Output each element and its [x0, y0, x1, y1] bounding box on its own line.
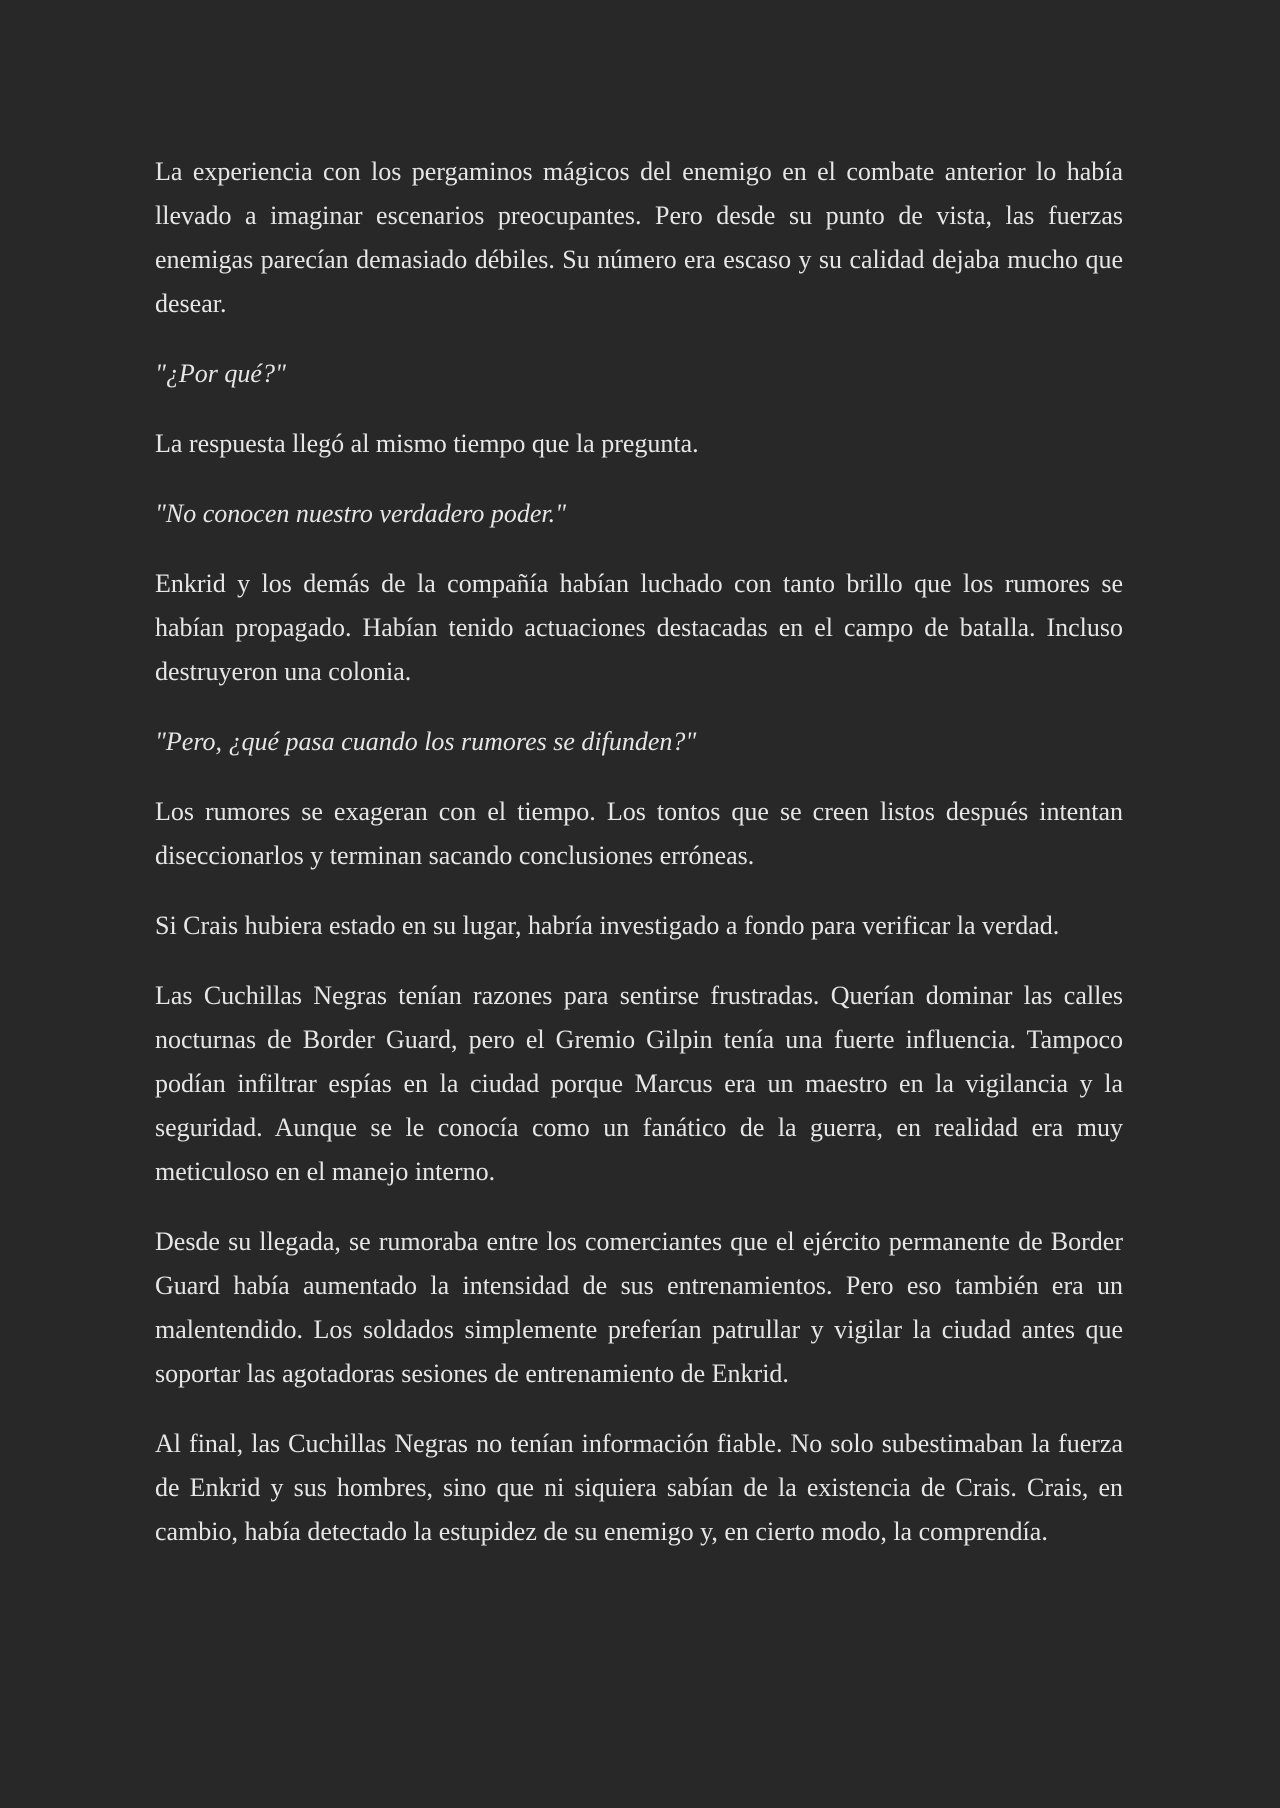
paragraph: Los rumores se exageran con el tiempo. Los tontos que se creen listos después intentan diseccionarlos y terminan sacando conclusiones erróneas.	[155, 797, 1123, 870]
italic-thought: "Pero, ¿qué pasa cuando los rumores se difunden?"	[155, 727, 697, 756]
paragraph: Si Crais hubiera estado en su lugar, habría investigado a fondo para verificar la verdad.	[155, 911, 1060, 940]
paragraph: Enkrid y los demás de la compañía habían luchado con tanto brillo que los rumores se habían propagado. Habían tenido actuaciones destacadas en el campo de batalla. Incluso destruyeron una colonia.	[155, 569, 1123, 686]
paragraph: Desde su llegada, se rumoraba entre los comerciantes que el ejército permanente de Border Guard había aumentado la intensidad de sus entrenamientos. Pero eso también era un malentendido. Los soldados simplemente preferían patrullar y vigilar la ciudad antes que soportar las agotadoras sesiones de entrenamiento de Enkrid.	[155, 1227, 1123, 1388]
italic-thought: "¿Por qué?"	[155, 359, 286, 388]
paragraph: La experiencia con los pergaminos mágicos del enemigo en el combate anterior lo había llevado a imaginar escenarios preocupantes. Pero desde su punto de vista, las fuerzas enemigas parecían demasiado débiles. Su número era escaso y su calidad dejaba mucho que desear.	[155, 157, 1123, 318]
paragraph: Las Cuchillas Negras tenían razones para sentirse frustradas. Querían dominar las calles nocturnas de Border Guard, pero el Gremio Gilpin tenía una fuerte influencia. Tampoco podían infiltrar espías en la ciudad porque Marcus era un maestro en la vigilancia y la seguridad. Aunque se le conocía como un fanático de la guerra, en realidad era muy meticuloso en el manejo interno.	[155, 981, 1123, 1186]
paragraph: Al final, las Cuchillas Negras no tenían información fiable. No solo subestimaban la fuerza de Enkrid y sus hombres, sino que ni siquiera sabían de la existencia de Crais. Crais, en cambio, había detectado la estupidez de su enemigo y, en cierto modo, la comprendía.	[155, 1429, 1123, 1546]
reader-page	[155, 150, 1123, 1580]
italic-thought: "No conocen nuestro verdadero poder."	[155, 499, 567, 528]
paragraph: La respuesta llegó al mismo tiempo que la pregunta.	[155, 429, 699, 458]
